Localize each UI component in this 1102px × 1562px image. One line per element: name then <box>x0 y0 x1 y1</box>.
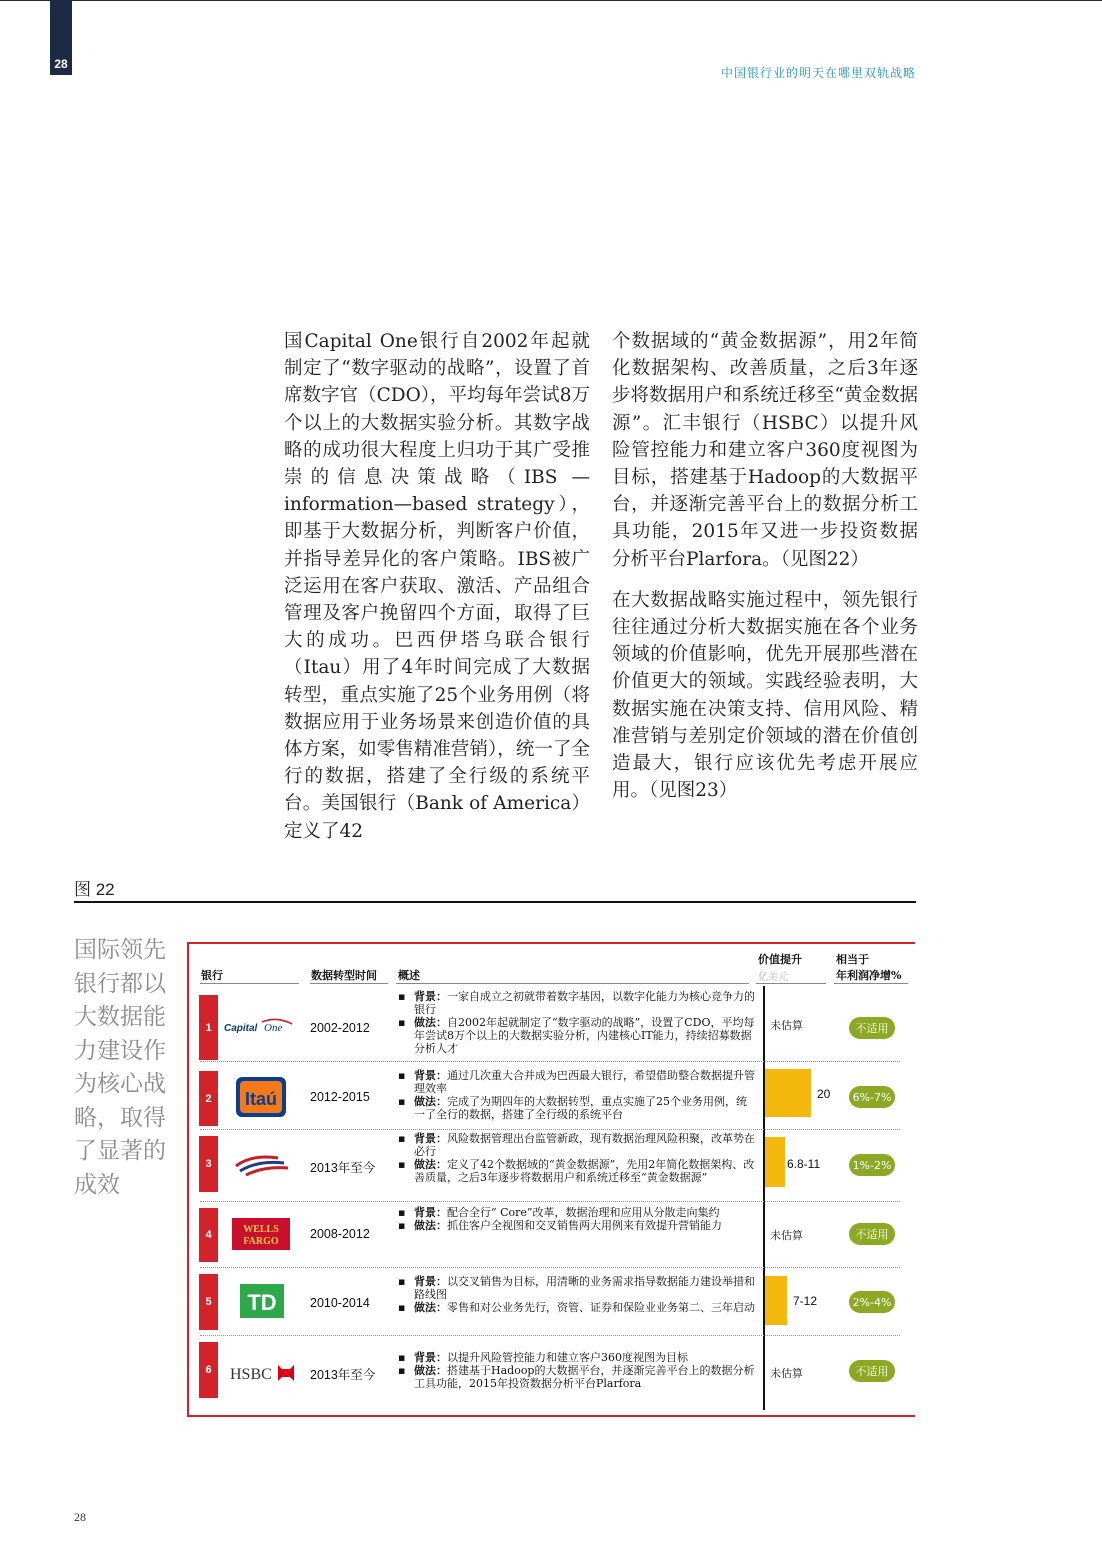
body-column-right <box>612 328 918 818</box>
row-divider <box>200 1267 900 1268</box>
row-profit-badge: 1%-2% <box>849 1154 895 1176</box>
header-profit-2: 年利润净增% <box>836 969 902 982</box>
row-profit-badge: 6%-7% <box>849 1086 895 1108</box>
do-text: 零售和对公业务先行，资管、证券和保险业业务第二、三年启动 <box>447 1301 755 1314</box>
svg-text:FARGO: FARGO <box>243 1236 279 1247</box>
bg-text: 一家自成立之初就带着数字基因，以数字化能力为核心竞争力的银行 <box>414 990 755 1016</box>
row-profit-badge: 2%-4% <box>849 1291 895 1313</box>
figure-rule <box>74 901 916 903</box>
do-text: 自2002年起就制定了“数字驱动的战略”，设置了CDO，平均每年尝试8万个以上的大数据实验分析，内建核心IT能力，持续招募数据分析人才 <box>414 1016 755 1055</box>
wells-fargo-logo <box>232 1218 290 1250</box>
svg-text:Itaú: Itaú <box>244 1089 278 1109</box>
header-underline <box>756 983 826 984</box>
row-summary: ▪ 背景：以提升风险管控能力和建立客户360度视图为目标 ▪ 做法：搭建基于Hadoop的大数据平台，并逐渐完善平台上的数据分析工具功能，2015年投资数据分析平台Plarfora <box>398 1351 755 1390</box>
header-value: 价值提升 <box>758 953 802 966</box>
bank-of-america-logo <box>232 1152 290 1176</box>
row-value: 未估算 <box>770 1019 803 1032</box>
row-summary: ▪ 背景：配合全行“ Core”改革，数据治理和应用从分散走向集约 ▪ 做法：抓住客户全视图和交叉销售两大用例来有效提升营销能力 <box>398 1206 722 1232</box>
itau-logo <box>236 1077 286 1117</box>
paragraph: 国Capital One银行自2002年起就制定了“数字驱动的战略”，设置了首席数字官（CDO），平均每年尝试8万个以上的大数据实验分析。其数字战略的成功很大程度上归功于其广受推崇的信息决策战略（IBS — information—based strategy），即基于大数据分析，判断客户价值，并指导差异化的客户策略。IBS被广泛运用在客户获取、激活、产品组合管理及客户挽留四个方面，取得了巨大的成功。巴西伊塔乌联合银行（Itau）用了4年时间完成了大数据转型，重点实施了25个业务用例（将数据应用于业务场景来创造价值的具体方案，如零售精准营销），统一了全行的数据，搭建了全行级的系统平台。美国银行（Bank of America）定义了42 <box>284 331 590 842</box>
svg-text:HSBC: HSBC <box>230 1366 272 1383</box>
value-bar <box>765 1276 787 1325</box>
row-summary: ▪ 背景：通过几次重大合并成为巴西最大银行，希望借助整合数据提升管理效率 ▪ 做法：完成了为期四年的大数据转型，重点实施了25个业务用例，统一了全行的数据，搭建了全行级的系统平台 <box>398 1069 755 1121</box>
header-underline <box>200 983 299 984</box>
do-label: 做法： <box>414 1095 447 1108</box>
header-bank: 银行 <box>201 969 223 982</box>
row-number: 1 <box>199 995 218 1060</box>
row-divider <box>200 1129 900 1130</box>
running-header: 中国银行业的明天在哪里双轨战略 <box>720 66 916 80</box>
paragraph: 个数据域的“黄金数据源”，用2年简化数据架构、改善质量，之后3年逐步将数据用户和系统迁移至“黄金数据源”。汇丰银行（HSBC）以提升风险管控能力和建立客户360度视图为目标，搭建基于Hadoop的大数据平台，并逐渐完善平台上的数据分析工具功能，2015年又进一步投资数据分析平台Plarfora。（见图22） <box>612 331 918 570</box>
row-summary: ▪ 背景：一家自成立之初就带着数字基因，以数字化能力为核心竞争力的银行 ▪ 做法：自2002年起就制定了“数字驱动的战略”，设置了CDO，平均每年尝试8万个以上的大数据实验分析，内建核心IT能力，持续招募数据分析人才 <box>398 990 755 1055</box>
page-number-tab: 28 <box>50 0 72 75</box>
bg-text: 配合全行“ Core”改革，数据治理和应用从分散走向集约 <box>447 1206 720 1219</box>
svg-text:WELLS: WELLS <box>243 1224 279 1235</box>
row-value: 7-12 <box>793 1294 818 1308</box>
row-value: 未估算 <box>770 1229 803 1242</box>
capital-one-logo <box>222 1016 300 1038</box>
header-underline <box>396 983 749 984</box>
row-period: 2002-2012 <box>310 1021 370 1035</box>
figure-label: 图 22 <box>74 880 115 899</box>
hsbc-logo <box>228 1362 296 1384</box>
row-divider <box>200 1061 900 1062</box>
row-profit-badge: 不适用 <box>849 1017 895 1039</box>
value-bar <box>765 1137 785 1187</box>
do-text: 抓住客户全视图和交叉销售两大用例来有效提升营销能力 <box>447 1219 722 1232</box>
paragraph: 在大数据战略实施过程中，领先银行往往通过分析大数据实施在各个业务领域的价值影响，优先开展那些潜在价值更大的领域。实践经验表明，大数据实施在决策支持、信用风险、精准营销与差别定价领域的潜在价值创造最大，银行应该优先考虑开展应用。（见图23） <box>612 589 918 802</box>
row-divider <box>200 1201 900 1202</box>
row-period: 2012-2015 <box>310 1090 370 1104</box>
header-underline <box>310 983 388 984</box>
row-period: 2013年至今 <box>310 1368 376 1382</box>
row-summary: ▪ 背景：以交叉销售为目标，用清晰的业务需求指导数据能力建设举措和路线图 ▪ 做法：零售和对公业务先行，资管、证券和保险业业务第二、三年启动 <box>398 1275 755 1314</box>
svg-text:TD: TD <box>247 1290 277 1315</box>
row-number: 4 <box>199 1208 218 1262</box>
row-summary: ▪ 背景：风险数据管理出台监管新政，现有数据治理风险积聚，改革势在必行 ▪ 做法：定义了42个数据域的“黄金数据源”，先用2年简化数据架构、改善质量，之后3年逐步将数据用户和系统迁移至“黄金数据源” <box>398 1132 755 1184</box>
header-value-unit: 亿美元 <box>758 972 788 983</box>
bg-label: 背景： <box>414 1069 447 1082</box>
bg-label: 背景： <box>414 1351 447 1364</box>
do-text: 完成了为期四年的大数据转型，重点实施了25个业务用例，统一了全行的数据，搭建了全行级的系统平台 <box>414 1095 747 1121</box>
header-summary: 概述 <box>398 969 420 982</box>
bg-text: 风险数据管理出台监管新政，现有数据治理风险积聚，改革势在必行 <box>414 1132 755 1158</box>
do-label: 做法： <box>414 1364 447 1377</box>
td-logo <box>240 1284 284 1318</box>
svg-text:One: One <box>264 1022 283 1034</box>
bg-text: 以提升风险管控能力和建立客户360度视图为目标 <box>447 1351 688 1364</box>
header-period: 数据转型时间 <box>311 969 377 982</box>
bg-text: 通过几次重大合并成为巴西最大银行，希望借助整合数据提升管理效率 <box>414 1069 755 1095</box>
do-label: 做法： <box>414 1219 447 1232</box>
row-value: 未估算 <box>770 1367 803 1380</box>
row-divider <box>200 1335 900 1336</box>
row-number: 5 <box>199 1274 218 1330</box>
figure-caption: 国际领先银行都以大数据能力建设作为核心战略，取得了显著的成效 <box>74 937 166 1198</box>
bg-label: 背景： <box>414 1275 447 1288</box>
row-period: 2008-2012 <box>310 1227 370 1241</box>
do-label: 做法： <box>414 1158 447 1171</box>
do-label: 做法： <box>414 1016 447 1029</box>
row-value: 6.8-11 <box>787 1157 821 1171</box>
top-rule <box>0 0 1102 1</box>
bg-label: 背景： <box>414 990 447 1003</box>
row-number: 6 <box>199 1342 218 1398</box>
do-text: 定义了42个数据域的“黄金数据源”，先用2年简化数据架构、改善质量，之后3年逐步将数据用户和系统迁移至“黄金数据源” <box>414 1158 755 1184</box>
row-period: 2010-2014 <box>310 1296 370 1310</box>
bg-text: 以交叉销售为目标，用清晰的业务需求指导数据能力建设举措和路线图 <box>414 1275 755 1301</box>
do-text: 搭建基于Hadoop的大数据平台，并逐渐完善平台上的数据分析工具功能，2015年投资数据分析平台Plarfora <box>414 1364 755 1390</box>
footer-page-number: 28 <box>74 1510 86 1524</box>
row-profit-badge: 不适用 <box>849 1223 895 1245</box>
header-underline <box>834 983 908 984</box>
bg-label: 背景： <box>414 1132 447 1145</box>
svg-text:Capital: Capital <box>224 1023 258 1034</box>
row-number: 2 <box>199 1071 218 1126</box>
do-label: 做法： <box>414 1301 447 1314</box>
row-number: 3 <box>199 1136 218 1192</box>
row-profit-badge: 不适用 <box>849 1360 895 1382</box>
bg-label: 背景： <box>414 1206 447 1219</box>
value-axis <box>763 986 765 1410</box>
header-profit: 相当于 <box>836 953 869 966</box>
row-value: 20 <box>817 1087 831 1101</box>
value-bar <box>765 1069 811 1117</box>
row-period: 2013年至今 <box>310 1161 376 1175</box>
body-column-left <box>284 328 590 859</box>
